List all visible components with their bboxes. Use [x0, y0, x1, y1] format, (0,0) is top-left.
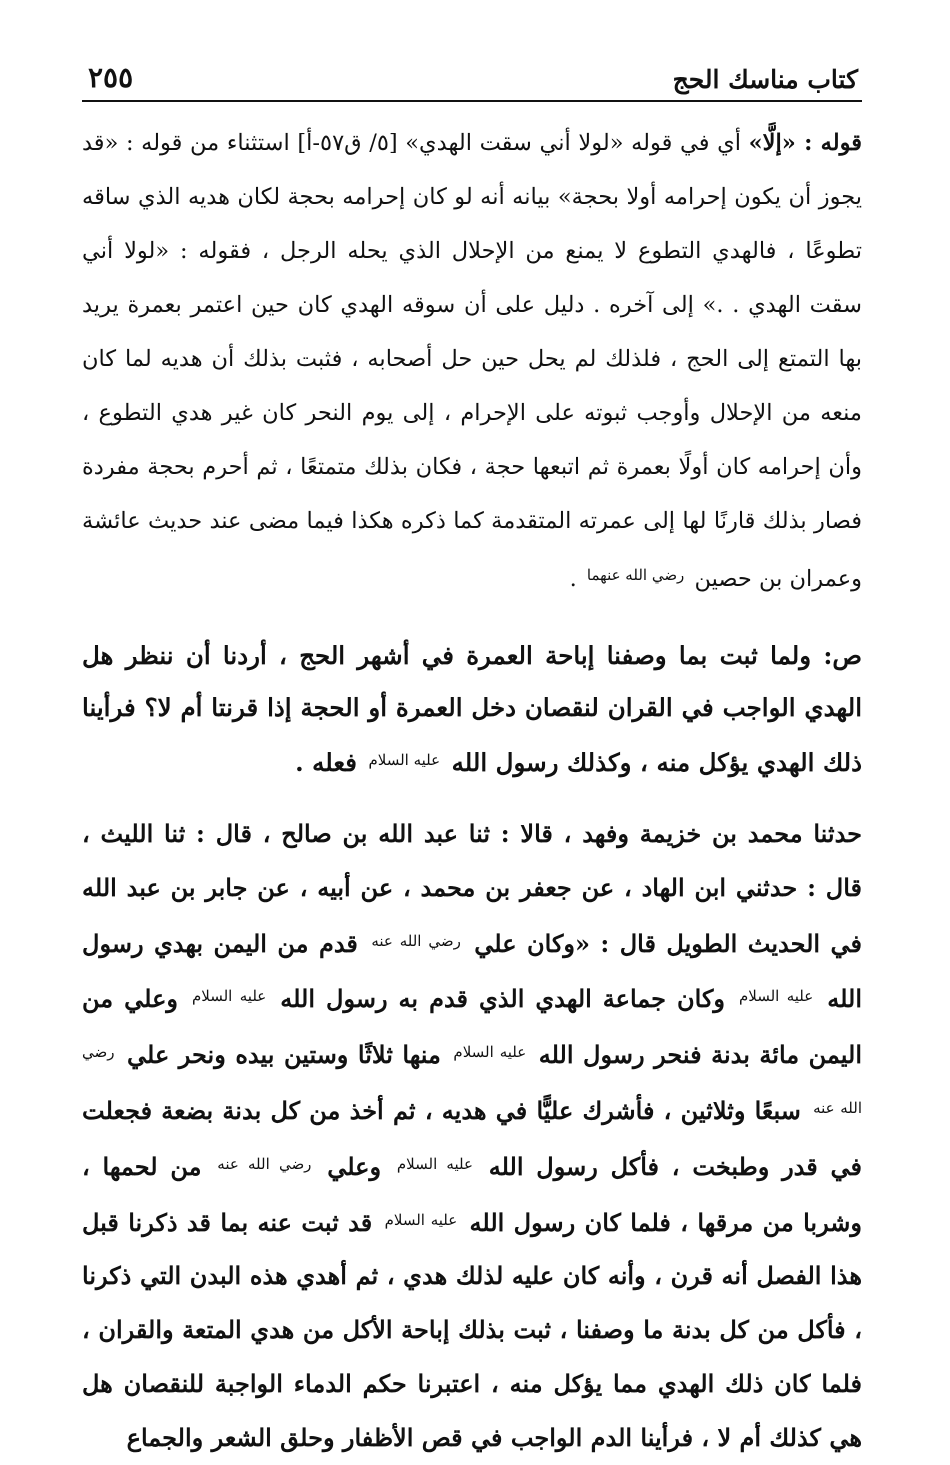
- matn-text: ص: ولما ثبت بما وصفنا إباحة العمرة في أشهر الحج ، أردنا أن ننظر هل الهدي الواجب في القران لنقصان دخل العمرة أو الحجة إذا قرنتا أم لا؟ فرأينا ذلك الهدي يؤكل منه ، وكذلك رسول الله: [82, 641, 862, 777]
- commentary-paragraph: [82, 116, 862, 606]
- honorific-glyph: رضي الله عنه: [217, 1154, 312, 1173]
- honorific-glyph: عليه السلام: [384, 1210, 458, 1229]
- commentary-end: .: [569, 566, 584, 592]
- honorific-glyph: عليه السلام: [368, 751, 441, 769]
- honorific-glyph: عليه السلام: [191, 987, 267, 1006]
- hadith-text: قد ثبت عنه بما قد ذكرنا قبل هذا الفصل أنه قرن ، وأنه كان عليه لذلك هدي ، ثم أهدي هذه البدن التي ذكرنا ، فأكل من كل بدنة ما وصفنا ، ثبت بذلك إباحة الأكل من هدي المتعة والقران ، فلما كان ذلك الهدي مما يؤكل منه ، اعتبرنا حكم الدماء الواجبة للنقصان هل هي كذلك أم لا ، فرأينا الدم الواجب في قص الأظفار وحلق الشعر والجماع: [82, 1207, 862, 1452]
- commentary-text: أي في قوله «لولا أني سقت الهدي» [٥/ ق٥٧-أ] استثناء من قوله : «قد يجوز أن يكون إحرامه أولا بحجة» بيانه أنه لو كان إحرامه بحجة لكان هديه الذي ساقه تطوعًا ، فالهدي التطوع لا يمنع من الإحلال الذي يحله الرجل ، فقوله : «لولا أني سقت الهدي . .» إلى آخره . دليل على أن سوقه الهدي كان حين اعتمر بعمرة يريد بها التمتع إلى الحج ، فلذلك لم يحل حين حل أصحابه ، فثبت بذلك أن هديه لما كان منعه من الإحلال وأوجب ثبوته على الإحرام ، إلى يوم النحر كان غير هدي التطوع ، وأن إحرامه كان أولًا بعمرة ثم اتبعها حجة ، فكان بذلك متمتعًا ، ثم أحرم بحجة مفردة فصار بذلك قارنًا لها إلى عمرته المتقدمة كما ذكره هكذا فيما مضى عند حديث عائشة وعمران بن حصين: [82, 130, 862, 592]
- hadith-text: حدثنا محمد بن خزيمة وفهد ، قالا : ثنا عبد الله بن صالح ، قال : ثنا الليث ، قال : حدثني ابن الهاد ، عن جعفر بن محمد ، عن أبيه ، عن جابر بن عبد الله في الحديث الطويل قال : «وكان علي: [82, 819, 863, 958]
- hadith-text: قدم من اليمن بهدي رسول الله: [82, 928, 862, 1014]
- page-number: ٢٥٥: [88, 61, 134, 94]
- matn-paragraph: [82, 630, 862, 789]
- hadith-text: من لحمها ، وشربا من مرقها ، فلما كان رسول الله: [82, 1151, 863, 1237]
- hadith-text: وعلي من اليمن مائة بدنة فنحر رسول الله: [82, 984, 863, 1070]
- hadith-text: وكان جماعة الهدي الذي قدم به رسول الله: [280, 984, 736, 1014]
- book-title: كتاب مناسك الحج: [672, 65, 858, 94]
- honorific-glyph: عليه السلام: [453, 1043, 527, 1062]
- honorific-glyph: رضي الله عنهما: [586, 566, 685, 584]
- matn-end: فعله .: [295, 748, 366, 777]
- honorific-glyph: رضي الله عنه: [371, 931, 461, 950]
- hadith-text: منها ثلاثًا وستين بيده ونحر علي: [127, 1040, 451, 1070]
- running-head: [82, 48, 862, 102]
- commentary-lead: قوله : «إلَّا»: [748, 130, 862, 156]
- hadith-text: وعلي: [327, 1151, 394, 1181]
- honorific-glyph: عليه السلام: [396, 1154, 473, 1173]
- honorific-glyph: عليه السلام: [738, 987, 814, 1006]
- honorific-glyph: رضي الله عنه: [82, 1043, 862, 1117]
- hadith-text: سبعًا وثلاثين ، فأشرك عليًّا في هديه ، ثم أخذ من كل بدنة بضعة فجعلت في قدر وطبخت ، فأكل رسول الله: [82, 1095, 863, 1181]
- hadith-paragraph: [82, 807, 862, 1465]
